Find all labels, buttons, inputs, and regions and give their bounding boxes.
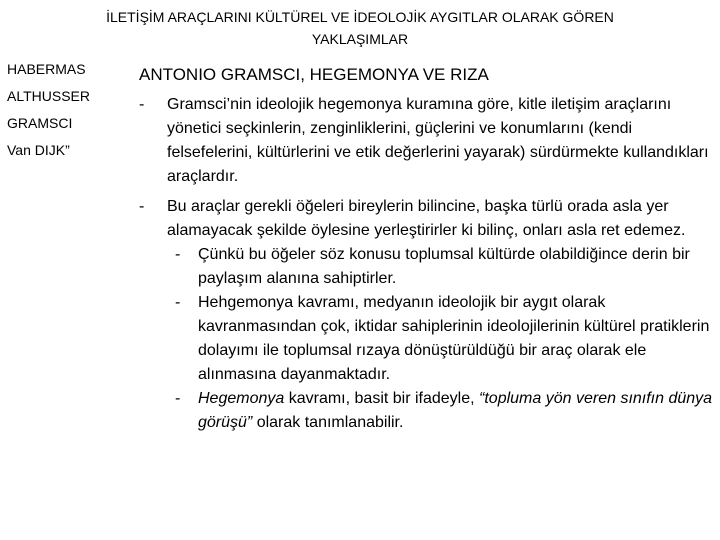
slide-title [40,6,680,50]
slide-title-line-2: YAKLAŞIMLAR [311,31,409,47]
theorist-van-dijk: Van DIJK” [7,142,70,158]
definition-end-text: olarak tanımlanabilir. [252,414,404,431]
theorist-list [7,56,117,164]
dash-bullet-marker: - [139,198,145,215]
bullet-item [139,93,714,189]
bullet-text: Bu araçlar gerekli öğeleri bireylerin bilincine, başka türlü orada asla yer alamayacak şekilde öylesine yerleştirirler ki bilinç, onları asla ret edemez. [167,198,686,239]
hegemonya-term: Hegemonya [198,390,285,407]
dash-bullet-marker: - [175,294,181,311]
sub-bullet-item [139,387,714,435]
main-content [139,63,714,435]
section-heading: ANTONIO GRAMSCI, HEGEMONYA VE RIZA [139,65,489,84]
dash-bullet-marker: - [175,390,181,407]
definition-quote: “topluma yön veren sınıfın dünya görüşü” [198,390,713,431]
theorist-gramsci: GRAMSCI [7,115,73,131]
dash-bullet-marker: - [139,96,145,113]
sub-bullet-text: Hehgemonya kavramı, medyanın ideolojik bir aygıt olarak kavranmasından çok, iktidar sahiplerinin ideolojilerinin kültürel pratiklerin dolayımı ile toplumsal rızaya dönüştürüldüğü bir araç olarak ele alınmasına dayanmaktadır. [198,294,710,383]
bullet-item [139,195,714,243]
theorist-habermas: HABERMAS [7,61,86,77]
sub-bullet-item [139,291,714,387]
definition-middle-text: kavramı, basit bir ifadeyle, [284,390,480,407]
theorist-althusser: ALTHUSSER [7,88,90,104]
sub-bullet-text: Çünkü bu öğeler söz konusu toplumsal kültürde olabildiğince derin bir paylaşım alanına sahiptirler. [198,246,690,287]
bullet-text: Gramsci’nin ideolojik hegemonya kuramına göre, kitle iletişim araçlarını yönetici seçkinlerin, zenginliklerini, güçlerini ve konumlarını (kendi felsefelerini, kültürlerini ve etik değerlerini yayarak) sürdürmekte kullandıkları araçlardır. [167,96,709,185]
sub-bullet-item [139,243,714,291]
slide-title-line-1: İLETİŞİM ARAÇLARINI KÜLTÜREL VE İDEOLOJİK AYGITLAR OLARAK GÖREN [106,9,614,25]
dash-bullet-marker: - [175,246,181,263]
